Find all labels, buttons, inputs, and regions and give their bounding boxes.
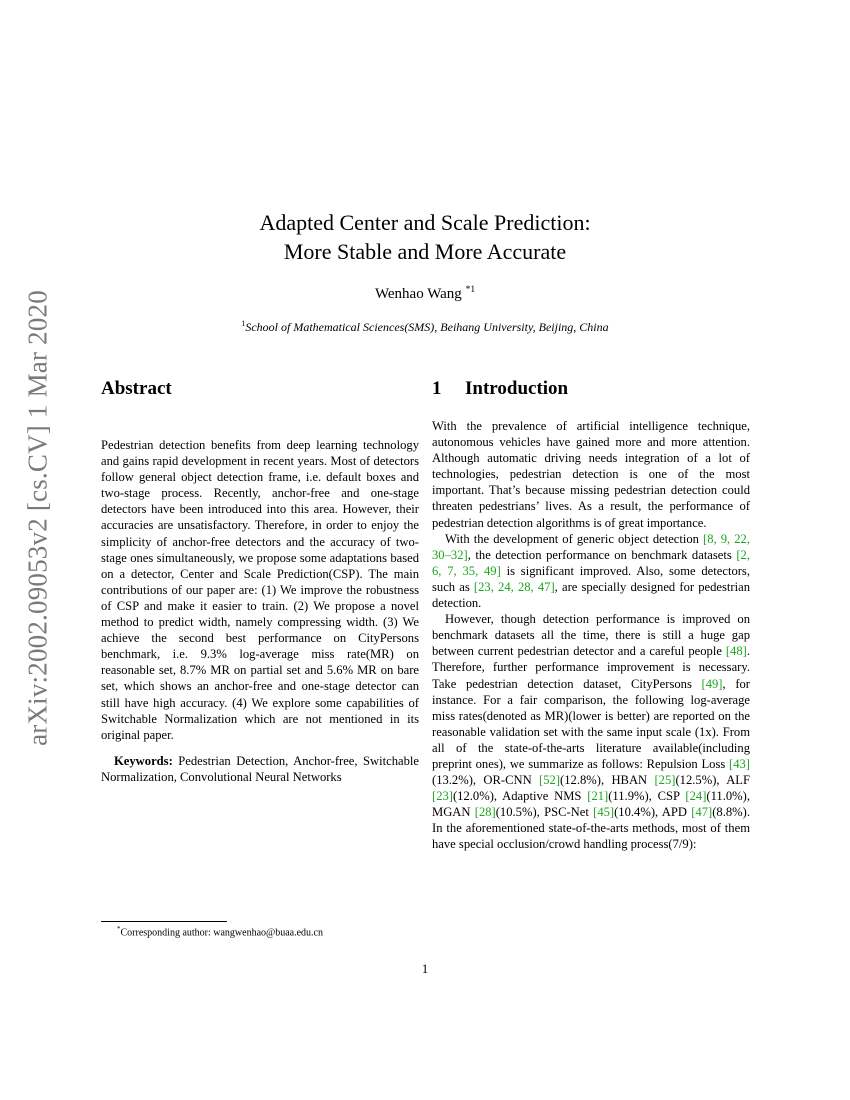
text-run: , are specially designed for pedestrian detection. bbox=[432, 579, 751, 611]
footnote bbox=[117, 925, 323, 938]
text-run: , the detection performance on benchmark datasets bbox=[467, 547, 737, 562]
footnote-rule bbox=[101, 921, 227, 922]
citation-link[interactable]: [23, 24, 28, 47] bbox=[473, 579, 555, 594]
author-mark: *1 bbox=[465, 285, 476, 295]
abstract-text: Pedestrian detection benefits from deep learning technology and gains rapid development in recent years. Most of detectors follow general object detection frame, i.e. default boxes and two-stage process. Recently, anchor-free and one-stage detectors have been introduced into this area. However, their accuracies are unsatisfactory. Therefore, in order to enjoy the simplicity of anchor-free detectors and the accuracy of two-stage ones simultaneously, we propose some adaptations based on a detector, Center and Scale Prediction(CSP). The main contributions of our paper are: (1) We improve the robustness of CSP and make it easier to train. (2) We propose a novel method to predict width, namely compressing width. (3) We achieve the second best performance on CityPersons benchmark, i.e. 9.3% log-average miss rate(MR) on reasonable set, 8.7% MR on partial set and 5.6% MR on bare set, which shows an anchor-free and one-stage detector can still have high accuracy. (4) We explore some capabilities of Switchable Normalization which are not mentioned in its original paper. bbox=[101, 438, 419, 742]
citation-link[interactable]: [24] bbox=[685, 789, 707, 804]
text-run: , for instance. For a fair comparison, the following log-average miss rates(denoted as MR)(lower is better) are reported on the reasonable validation set with the same input scale (1x). From all of the state-of-the-arts literature available(including preprint ones), we summarize as follows: Repulsion Loss bbox=[432, 676, 750, 771]
citation-link[interactable]: [47] bbox=[691, 805, 713, 820]
author-name: Wenhao Wang bbox=[374, 286, 462, 302]
text-run: (10.5%), PSC-Net bbox=[495, 805, 594, 820]
text-run: (12.5%), ALF bbox=[675, 773, 750, 788]
text-run: (12.0%), Adaptive NMS bbox=[452, 789, 588, 804]
text-run: (13.2%), OR-CNN bbox=[432, 773, 540, 788]
text-run: However, though detection performance is improved on benchmark datasets all the time, there is still a huge gap between current pedestrian detector and a careful people bbox=[432, 612, 750, 659]
text-run: . Therefore, further performance improvement is necessary. Take pedestrian detection dataset, CityPersons bbox=[432, 644, 750, 691]
keywords bbox=[101, 753, 419, 785]
title-line-1: Adapted Center and Scale Prediction: bbox=[259, 210, 591, 235]
abstract-column bbox=[101, 437, 419, 785]
text-run: (11.9%), CSP bbox=[608, 789, 686, 804]
author-line bbox=[0, 285, 850, 303]
footnote-mark: * bbox=[117, 925, 121, 933]
text-run: (11.0%), MGAN bbox=[432, 789, 750, 820]
affiliation-text: School of Mathematical Sciences(SMS), Beihang University, Beijing, China bbox=[245, 320, 609, 334]
introduction-heading bbox=[432, 378, 568, 400]
text-run: (12.8%), HBAN bbox=[560, 773, 655, 788]
citation-link[interactable]: [48] bbox=[725, 644, 747, 659]
arxiv-identifier: arXiv:2002.09053v2 [cs.CV] 1 Mar 2020 bbox=[22, 290, 53, 746]
intro-paragraph-2 bbox=[432, 531, 750, 611]
citation-link[interactable]: [8, 9, 22, 30–32] bbox=[432, 531, 751, 562]
footnote-text: Corresponding author: wangwenhao@buaa.edu.cn bbox=[120, 927, 323, 939]
text-run: With the development of generic object detection bbox=[445, 531, 704, 546]
text-run: (8.8%). In the aforementioned state-of-the-arts methods, most of them have special occlusion/crowd handling process(7/9): bbox=[432, 805, 750, 852]
citation-link[interactable]: [43] bbox=[729, 756, 750, 771]
citation-link[interactable]: [52] bbox=[539, 773, 561, 788]
introduction-column bbox=[432, 418, 750, 853]
citation-link[interactable]: [25] bbox=[654, 773, 676, 788]
keywords-label: Keywords: bbox=[114, 753, 173, 768]
abstract-heading: Abstract bbox=[101, 378, 172, 399]
intro-paragraph-1: With the prevalence of artificial intelligence technique, autonomous vehicles have gained more and more attention. Although automatic driving needs integration of a lot of technologies, pedestrian detection is one of the most important. That’s because missing pedestrian detection could threaten pedestrians’ lives. As a result, the performance of pedestrian detection algorithms is of great importance. bbox=[432, 419, 750, 530]
citation-link[interactable]: [28] bbox=[474, 805, 496, 820]
text-run: (10.4%), APD bbox=[614, 805, 692, 820]
affiliation-line bbox=[0, 319, 850, 335]
citation-link[interactable]: [23] bbox=[432, 789, 453, 804]
affiliation-mark: 1 bbox=[241, 319, 246, 328]
citation-link[interactable]: [2, 6, 7, 35, 49] bbox=[432, 547, 750, 578]
text-run: is significant improved. Also, some detectors, such as bbox=[432, 563, 750, 594]
section-number: 1 bbox=[432, 378, 442, 399]
section-title: Introduction bbox=[465, 378, 569, 399]
citation-link[interactable]: [21] bbox=[587, 789, 609, 804]
page-number: 1 bbox=[421, 962, 429, 976]
citation-link[interactable]: [49] bbox=[701, 676, 723, 691]
intro-paragraph-3 bbox=[432, 611, 750, 852]
keywords-text: Pedestrian Detection, Anchor-free, Switchable Normalization, Convolutional Neural Networks bbox=[101, 753, 419, 784]
title-line-2: More Stable and More Accurate bbox=[283, 239, 567, 264]
citation-link[interactable]: [45] bbox=[593, 805, 615, 820]
paper-title bbox=[0, 208, 850, 266]
